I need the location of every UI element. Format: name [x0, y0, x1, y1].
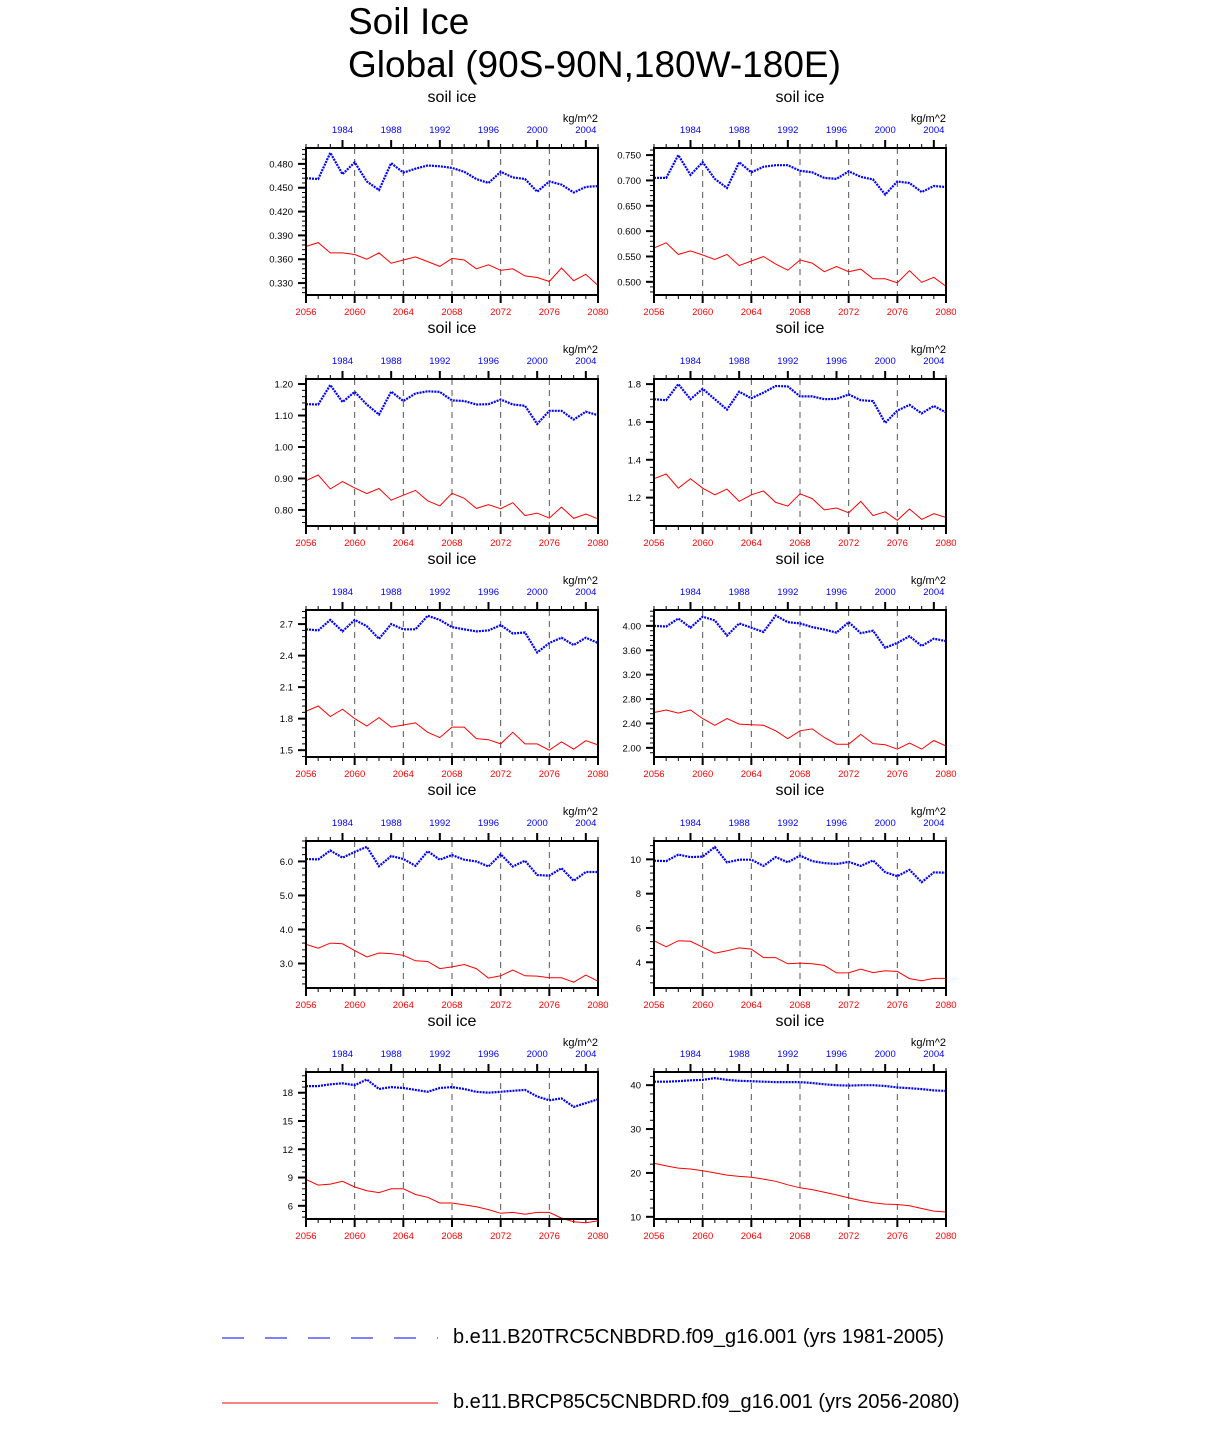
- x-tick-label-bottom: 2080: [935, 769, 957, 780]
- x-tick-label-bottom: 2076: [886, 769, 908, 780]
- x-tick-label-bottom: 2064: [740, 1000, 762, 1011]
- x-tick-label-bottom: 2064: [392, 1231, 414, 1242]
- units-label: kg/m^2: [562, 1037, 598, 1049]
- x-tick-label-bottom: 2068: [441, 1231, 463, 1242]
- x-tick-label-bottom: 2064: [392, 769, 414, 780]
- x-tick-label-top: 1996: [825, 125, 848, 136]
- x-tick-label-bottom: 2068: [789, 1000, 811, 1011]
- y-tick-label: 1.6: [627, 417, 641, 429]
- units-label: kg/m^2: [562, 806, 598, 818]
- y-tick-label: 0.650: [617, 201, 641, 213]
- x-tick-label-top: 1996: [825, 1049, 848, 1060]
- x-tick-label-bottom: 2064: [392, 307, 414, 318]
- y-tick-label: 0.360: [269, 254, 293, 266]
- panel-title: soil ice: [427, 782, 477, 799]
- panel-title: soil ice: [427, 89, 477, 106]
- y-tick-label: 2.80: [622, 694, 641, 706]
- x-tick-label-bottom: 2080: [587, 307, 609, 318]
- x-tick-label-top: 1988: [380, 356, 402, 367]
- panel-title: soil ice: [427, 1013, 477, 1030]
- x-tick-label-bottom: 2056: [643, 307, 665, 318]
- x-tick-label-bottom: 2076: [538, 1000, 560, 1011]
- y-tick-label: 12: [282, 1144, 293, 1156]
- x-tick-label-bottom: 2056: [643, 1000, 665, 1011]
- y-tick-label: 3.20: [622, 670, 641, 682]
- x-tick-label-top: 2000: [874, 818, 896, 829]
- x-tick-label-top: 1996: [477, 818, 500, 829]
- x-tick-label-top: 1984: [331, 818, 354, 829]
- x-tick-label-top: 1992: [429, 356, 451, 367]
- y-tick-label: 0.80: [274, 505, 293, 517]
- x-tick-label-bottom: 2072: [838, 1231, 860, 1242]
- x-tick-label-bottom: 2056: [643, 1231, 665, 1242]
- y-tick-label: 3.0: [279, 959, 293, 970]
- x-tick-label-bottom: 2080: [935, 1000, 957, 1011]
- x-tick-label-top: 2000: [526, 587, 548, 598]
- x-tick-label-bottom: 2080: [935, 538, 957, 549]
- y-tick-label: 0.330: [269, 278, 293, 290]
- x-tick-label-bottom: 2060: [692, 307, 714, 318]
- x-tick-label-top: 1984: [331, 1049, 354, 1060]
- x-tick-label-top: 1992: [777, 818, 799, 829]
- y-tick-label: 0.420: [269, 207, 293, 219]
- x-tick-label-bottom: 2056: [295, 538, 317, 549]
- x-tick-label-bottom: 2072: [838, 538, 860, 549]
- x-tick-label-top: 1984: [331, 356, 354, 367]
- x-tick-label-bottom: 2060: [692, 769, 714, 780]
- x-tick-label-top: 1984: [679, 125, 702, 136]
- x-tick-label-top: 2004: [923, 818, 945, 829]
- x-tick-label-top: 2000: [526, 1049, 548, 1060]
- x-tick-label-top: 2004: [575, 125, 597, 136]
- x-tick-label-top: 2004: [575, 356, 597, 367]
- units-label: kg/m^2: [910, 1037, 946, 1049]
- legend-label-historical: b.e11.B20TRC5CNBDRD.f09_g16.001 (yrs 1981-2005): [453, 1326, 945, 1348]
- x-tick-label-top: 1996: [825, 587, 848, 598]
- x-tick-label-bottom: 2080: [587, 538, 609, 549]
- x-tick-label-bottom: 2060: [344, 769, 366, 780]
- x-tick-label-top: 1996: [477, 1049, 500, 1060]
- x-tick-label-bottom: 2060: [692, 538, 714, 549]
- x-tick-label-bottom: 2072: [490, 769, 512, 780]
- x-tick-label-top: 1992: [777, 356, 799, 367]
- x-tick-label-top: 1988: [728, 125, 750, 136]
- x-tick-label-bottom: 2080: [587, 769, 609, 780]
- x-tick-label-bottom: 2080: [935, 1231, 957, 1242]
- x-tick-label-top: 1984: [331, 125, 354, 136]
- x-tick-label-bottom: 2056: [295, 307, 317, 318]
- x-tick-label-bottom: 2080: [587, 1000, 609, 1011]
- y-tick-label: 1.00: [274, 442, 293, 454]
- x-tick-label-bottom: 2056: [643, 538, 665, 549]
- x-tick-label-bottom: 2076: [538, 538, 560, 549]
- y-tick-label: 1.20: [274, 379, 293, 391]
- units-label: kg/m^2: [910, 575, 946, 587]
- x-tick-label-top: 1996: [477, 125, 500, 136]
- x-tick-label-bottom: 2080: [935, 307, 957, 318]
- x-tick-label-top: 1992: [777, 125, 799, 136]
- x-tick-label-top: 1984: [679, 818, 702, 829]
- figure-subtitle-region: Global (90S-90N,180W-180E): [348, 44, 841, 85]
- x-tick-label-top: 1984: [679, 587, 702, 598]
- x-tick-label-top: 1988: [728, 1049, 750, 1060]
- x-tick-label-top: 2000: [526, 818, 548, 829]
- x-tick-label-top: 2004: [923, 1049, 945, 1060]
- x-tick-label-top: 1996: [825, 356, 848, 367]
- y-tick-label: 4: [635, 957, 641, 969]
- x-tick-label-top: 2004: [575, 818, 597, 829]
- x-tick-label-top: 1988: [728, 818, 750, 829]
- units-label: kg/m^2: [562, 575, 598, 587]
- x-tick-label-top: 2004: [923, 125, 945, 136]
- panel-title: soil ice: [775, 782, 825, 799]
- y-tick-label: 6: [287, 1201, 293, 1213]
- x-tick-label-bottom: 2064: [740, 307, 762, 318]
- y-tick-label: 0.450: [269, 183, 293, 195]
- y-tick-label: 2.1: [279, 682, 293, 694]
- y-tick-label: 0.700: [617, 175, 641, 187]
- x-tick-label-bottom: 2060: [692, 1000, 714, 1011]
- x-tick-label-bottom: 2056: [295, 1000, 317, 1011]
- units-label: kg/m^2: [910, 806, 946, 818]
- y-tick-label: 0.600: [617, 226, 641, 238]
- x-tick-label-bottom: 2064: [392, 1000, 414, 1011]
- x-tick-label-bottom: 2060: [344, 538, 366, 549]
- x-tick-label-bottom: 2064: [392, 538, 414, 549]
- y-tick-label: 1.10: [274, 411, 293, 423]
- y-tick-label: 9: [287, 1173, 293, 1185]
- y-tick-label: 0.480: [269, 159, 293, 171]
- legend-label-rcp85: b.e11.BRCP85C5CNBDRD.f09_g16.001 (yrs 2056-2080): [453, 1391, 960, 1413]
- x-tick-label-top: 2000: [874, 587, 896, 598]
- x-tick-label-top: 1988: [380, 1049, 402, 1060]
- y-tick-label: 18: [282, 1088, 293, 1100]
- x-tick-label-bottom: 2068: [441, 307, 463, 318]
- y-tick-label: 5.0: [279, 890, 293, 902]
- x-tick-label-bottom: 2076: [886, 538, 908, 549]
- x-tick-label-top: 1992: [429, 125, 451, 136]
- x-tick-label-top: 2000: [526, 356, 548, 367]
- x-tick-label-bottom: 2060: [692, 1231, 714, 1242]
- x-tick-label-bottom: 2068: [441, 538, 463, 549]
- x-tick-label-bottom: 2064: [740, 769, 762, 780]
- x-tick-label-bottom: 2072: [490, 1000, 512, 1011]
- y-tick-label: 3.60: [622, 645, 641, 657]
- x-tick-label-top: 1988: [728, 356, 750, 367]
- y-tick-label: 4.00: [622, 621, 641, 633]
- x-tick-label-bottom: 2060: [344, 307, 366, 318]
- x-tick-label-top: 1984: [679, 356, 702, 367]
- x-tick-label-top: 1992: [429, 587, 451, 598]
- x-tick-label-top: 1988: [728, 587, 750, 598]
- y-tick-label: 10: [630, 1212, 641, 1224]
- panel-title: soil ice: [775, 89, 825, 106]
- panel-title: soil ice: [427, 551, 477, 568]
- y-tick-label: 20: [630, 1168, 641, 1180]
- y-tick-label: 1.8: [627, 379, 641, 391]
- units-label: kg/m^2: [562, 113, 598, 125]
- x-tick-label-top: 1988: [380, 587, 402, 598]
- x-tick-label-top: 1996: [477, 587, 500, 598]
- x-tick-label-bottom: 2076: [886, 307, 908, 318]
- x-tick-label-top: 2004: [923, 356, 945, 367]
- x-tick-label-top: 2004: [923, 587, 945, 598]
- x-tick-label-bottom: 2068: [789, 769, 811, 780]
- x-tick-label-top: 1992: [429, 1049, 451, 1060]
- y-tick-label: 4.0: [279, 924, 293, 936]
- x-tick-label-bottom: 2072: [490, 307, 512, 318]
- units-label: kg/m^2: [910, 344, 946, 356]
- x-tick-label-top: 2000: [874, 125, 896, 136]
- y-tick-label: 15: [282, 1116, 293, 1128]
- x-tick-label-bottom: 2068: [789, 1231, 811, 1242]
- x-tick-label-bottom: 2068: [789, 538, 811, 549]
- x-tick-label-top: 1996: [825, 818, 848, 829]
- x-tick-label-top: 1984: [679, 1049, 702, 1060]
- y-tick-label: 2.4: [279, 651, 293, 663]
- x-tick-label-top: 2000: [526, 125, 548, 136]
- y-tick-label: 2.7: [279, 619, 293, 631]
- y-tick-label: 0.390: [269, 230, 293, 242]
- y-tick-label: 8: [635, 889, 641, 901]
- x-tick-label-bottom: 2076: [886, 1231, 908, 1242]
- y-tick-label: 1.8: [279, 714, 293, 726]
- y-tick-label: 0.750: [617, 150, 641, 162]
- y-tick-label: 0.500: [617, 277, 641, 289]
- x-tick-label-bottom: 2060: [344, 1231, 366, 1242]
- x-tick-label-bottom: 2076: [538, 307, 560, 318]
- x-tick-label-bottom: 2072: [490, 1231, 512, 1242]
- y-tick-label: 6: [635, 923, 641, 935]
- x-tick-label-top: 1988: [380, 125, 402, 136]
- x-tick-label-bottom: 2056: [643, 769, 665, 780]
- x-tick-label-bottom: 2060: [344, 1000, 366, 1011]
- x-tick-label-bottom: 2056: [295, 1231, 317, 1242]
- y-tick-label: 40: [630, 1080, 641, 1092]
- x-tick-label-top: 2000: [874, 1049, 896, 1060]
- x-tick-label-bottom: 2080: [587, 1231, 609, 1242]
- x-tick-label-bottom: 2072: [838, 769, 860, 780]
- y-tick-label: 0.90: [274, 473, 293, 485]
- panel-title: soil ice: [775, 320, 825, 337]
- y-tick-label: 1.5: [279, 745, 293, 757]
- x-tick-label-bottom: 2072: [838, 1000, 860, 1011]
- x-tick-label-top: 2004: [575, 587, 597, 598]
- x-tick-label-bottom: 2072: [838, 307, 860, 318]
- x-tick-label-top: 1992: [429, 818, 451, 829]
- x-tick-label-top: 1996: [477, 356, 500, 367]
- y-tick-label: 6.0: [279, 856, 293, 868]
- x-tick-label-bottom: 2068: [789, 307, 811, 318]
- x-tick-label-bottom: 2056: [295, 769, 317, 780]
- y-tick-label: 2.00: [622, 743, 641, 755]
- y-tick-label: 0.550: [617, 251, 641, 263]
- panel-title: soil ice: [427, 320, 477, 337]
- x-tick-label-bottom: 2076: [886, 1000, 908, 1011]
- x-tick-label-bottom: 2068: [441, 769, 463, 780]
- figure-title: Soil Ice: [348, 1, 470, 42]
- x-tick-label-bottom: 2076: [538, 1231, 560, 1242]
- x-tick-label-bottom: 2072: [490, 538, 512, 549]
- y-tick-label: 1.4: [627, 455, 641, 467]
- y-tick-label: 1.2: [627, 493, 641, 505]
- x-tick-label-bottom: 2076: [538, 769, 560, 780]
- units-label: kg/m^2: [910, 113, 946, 125]
- x-tick-label-top: 1992: [777, 1049, 799, 1060]
- y-tick-label: 2.40: [622, 718, 641, 730]
- x-tick-label-top: 2000: [874, 356, 896, 367]
- panel-title: soil ice: [775, 551, 825, 568]
- x-tick-label-bottom: 2064: [740, 538, 762, 549]
- units-label: kg/m^2: [562, 344, 598, 356]
- x-tick-label-top: 1988: [380, 818, 402, 829]
- x-tick-label-bottom: 2068: [441, 1000, 463, 1011]
- x-tick-label-top: 1992: [777, 587, 799, 598]
- y-tick-label: 30: [630, 1124, 641, 1136]
- panel-title: soil ice: [775, 1013, 825, 1030]
- x-tick-label-top: 2004: [575, 1049, 597, 1060]
- y-tick-label: 10: [630, 854, 641, 866]
- x-tick-label-bottom: 2064: [740, 1231, 762, 1242]
- x-tick-label-top: 1984: [331, 587, 354, 598]
